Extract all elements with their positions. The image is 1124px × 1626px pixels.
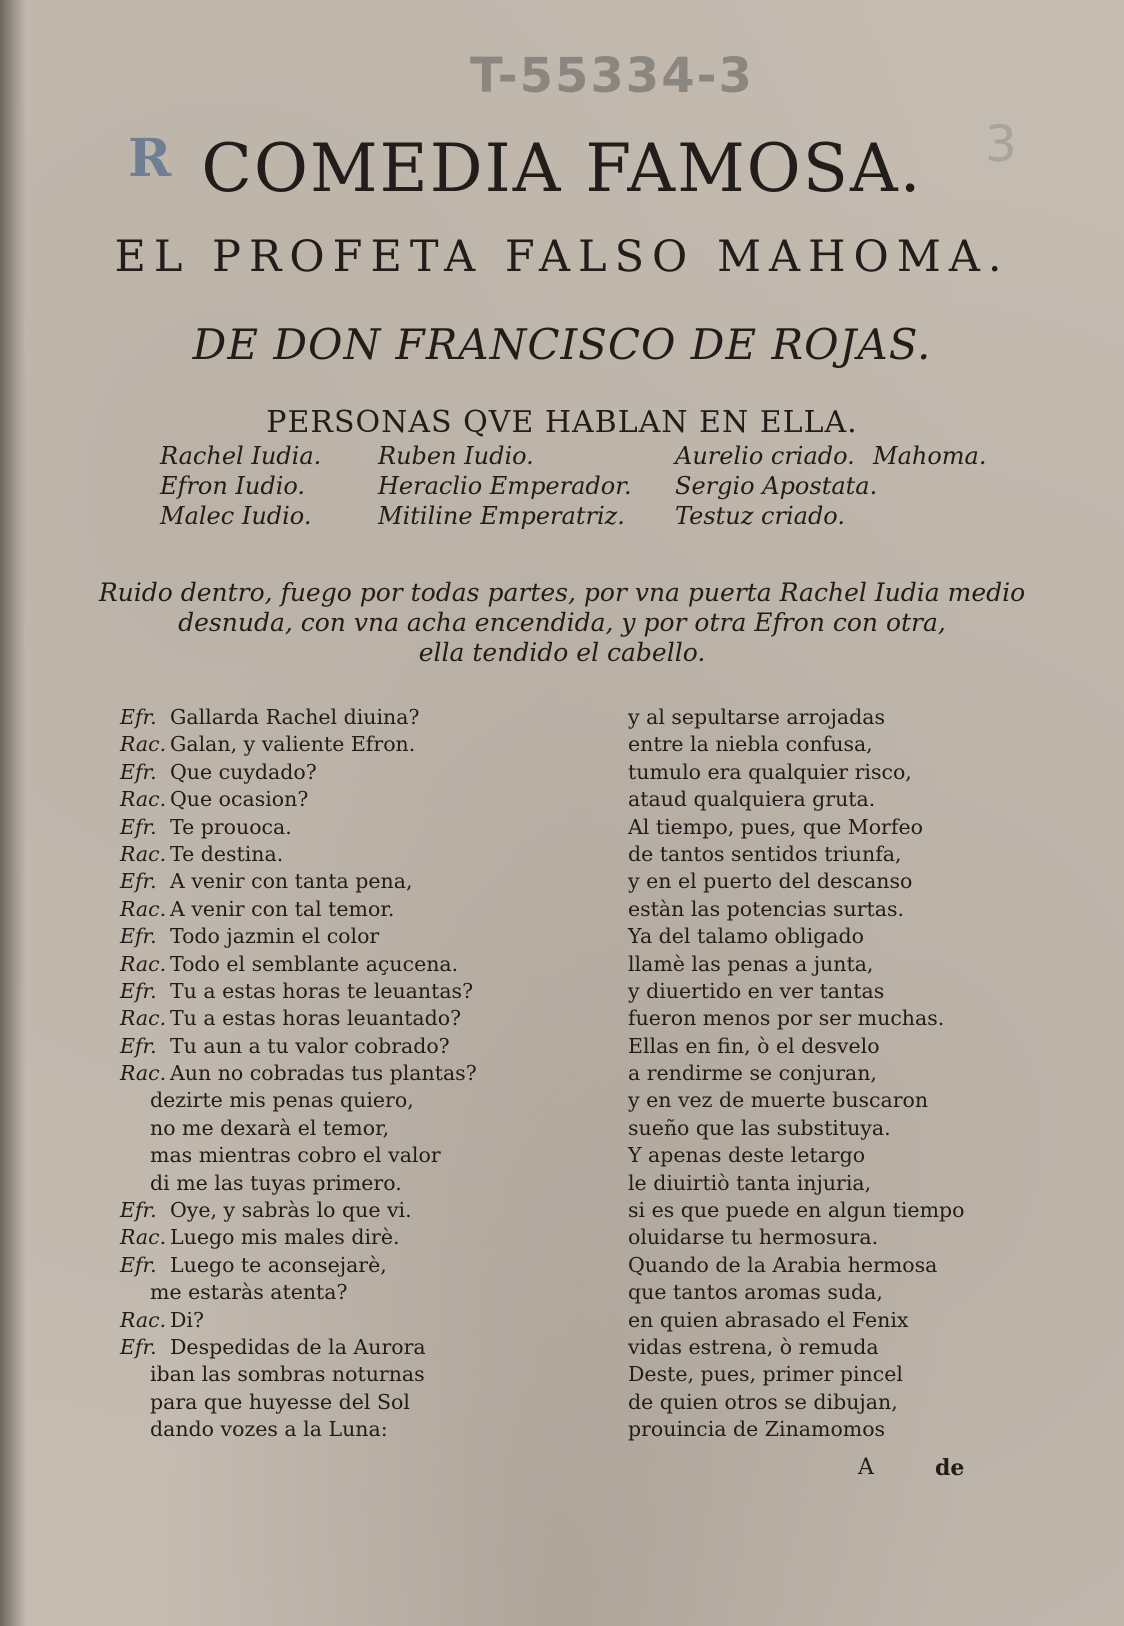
speaker-label: Rac. [120, 951, 167, 976]
verse-line: Al tiempo, pues, que Morfeo [628, 814, 923, 839]
verse-text: A venir con tanta pena, [170, 869, 413, 894]
persona: Mitiline Emperatriz. [378, 502, 625, 530]
persona: Heraclio Emperador. [378, 472, 632, 500]
verse-line [120, 1224, 580, 1251]
verse-line [120, 1033, 580, 1060]
page-title: COMEDIA FAMOSA. [201, 130, 923, 207]
stage-direction-line: ella tendido el cabello. [418, 638, 706, 667]
catchword: de [935, 1455, 965, 1481]
signature-mark: A [858, 1455, 874, 1480]
stage-direction-line: desnuda, con vna acha encendida, y por otra Efron con otra, [178, 608, 946, 637]
speaker-label: Rac. [120, 1061, 167, 1086]
speaker-label: Efr. [120, 759, 157, 784]
verse-line [120, 1170, 580, 1197]
speaker-label: Efr. [120, 869, 157, 894]
verse-line: estàn las potencias surtas. [628, 896, 904, 921]
verse-line: ataud qualquiera gruta. [628, 787, 876, 812]
verse-line: vidas estrena, ò remuda [628, 1334, 879, 1359]
persona: Ruben Iudio. [378, 442, 534, 470]
verse-line [120, 1416, 580, 1443]
verse-line: llamè las penas a junta, [628, 951, 874, 976]
verse-line [120, 1115, 580, 1142]
speaker-label: Rac. [120, 896, 167, 921]
right-text-column [628, 704, 1008, 1444]
verse-line: Quando de la Arabia hermosa [628, 1252, 938, 1277]
verse-text: Galan, y valiente Efron. [170, 732, 416, 757]
verse-text: di me las tuyas primero. [150, 1170, 402, 1195]
shelfmark: T-55334-3 [470, 48, 754, 104]
verse-line [120, 1279, 580, 1306]
verse-line: le diuirtiò tanta injuria, [628, 1170, 872, 1195]
speaker-label: Efr. [120, 924, 157, 949]
persona: Mahoma. [873, 442, 987, 470]
verse-line: que tantos aromas suda, [628, 1280, 883, 1305]
verse-text: Tu a estas horas leuantado? [170, 1006, 462, 1031]
verse-text: Te destina. [170, 841, 284, 866]
speaker-label: Rac. [120, 1307, 167, 1332]
verse-line [120, 951, 580, 978]
verse-text: Todo el semblante açucena. [170, 951, 459, 976]
verse-line: y en vez de muerte buscaron [628, 1088, 929, 1113]
speaker-label: Rac. [120, 1225, 167, 1250]
verse-text: iban las sombras noturnas [150, 1362, 425, 1387]
persona: Rachel Iudia. [160, 442, 322, 470]
verse-line: y al sepultarse arrojadas [628, 705, 885, 729]
margin-number: 3 [985, 115, 1017, 173]
verse-text: Aun no cobradas tus plantas? [170, 1061, 477, 1086]
speaker-label: Efr. [120, 814, 157, 839]
verse-line: oluidarse tu hermosura. [628, 1225, 879, 1250]
persona: Malec Iudio. [160, 502, 312, 530]
verse-text: Luego mis males dirè. [170, 1225, 400, 1250]
verse-line [120, 1060, 580, 1087]
verse-text: Que ocasion? [170, 787, 309, 812]
verse-text: Tu aun a tu valor cobrado? [170, 1033, 450, 1058]
persona: Testuz criado. [675, 502, 845, 530]
verse-line [120, 1142, 580, 1169]
verse-line [120, 814, 580, 841]
verse-line [120, 786, 580, 813]
library-stamp: R [128, 128, 172, 189]
verse-text: dando vozes a la Luna: [150, 1417, 388, 1442]
verse-line [120, 1197, 580, 1224]
verse-text: A venir con tal temor. [170, 896, 395, 921]
speaker-label: Rac. [120, 841, 167, 866]
speaker-label: Efr. [120, 1334, 157, 1359]
verse-line: de tantos sentidos triunfa, [628, 841, 902, 866]
verse-line: y diuertido en ver tantas [628, 978, 885, 1003]
verse-line: tumulo era qualquier risco, [628, 759, 912, 784]
verse-line [120, 1005, 580, 1032]
author-line: DE DON FRANCISCO DE ROJAS. [192, 320, 932, 369]
verse-text: Te prouoca. [170, 814, 292, 839]
verse-text: Luego te aconsejarè, [170, 1252, 387, 1277]
verse-line [120, 1334, 580, 1361]
verse-line [120, 1252, 580, 1279]
verse-line: sueño que las substituya. [628, 1115, 891, 1140]
speaker-label: Efr. [120, 978, 157, 1003]
speaker-label: Rac. [120, 1006, 167, 1031]
stage-direction [0, 578, 1124, 668]
verse-text: Que cuydado? [170, 759, 317, 784]
verse-line [120, 704, 580, 731]
verse-line: Deste, pues, primer pincel [628, 1362, 903, 1387]
verse-text: mas mientras cobro el valor [150, 1143, 441, 1168]
verse-line [120, 841, 580, 868]
verse-text: Despedidas de la Aurora [170, 1334, 426, 1359]
verse-line [120, 923, 580, 950]
verse-text: Oye, y sabràs lo que vi. [170, 1198, 412, 1223]
verse-text: Gallarda Rachel diuina? [170, 705, 420, 729]
verse-line [120, 978, 580, 1005]
verse-line [120, 731, 580, 758]
verse-line: fueron menos por ser muchas. [628, 1006, 945, 1031]
verse-line [120, 1361, 580, 1388]
verse-line: a rendirme se conjuran, [628, 1061, 877, 1086]
verse-text: no me dexarà el temor, [150, 1115, 390, 1140]
personas-list [160, 442, 1040, 542]
verse-line [120, 759, 580, 786]
play-title: EL PROFETA FALSO MAHOMA. [114, 232, 1010, 282]
verse-text: Todo jazmin el color [170, 924, 380, 949]
verse-text: Di? [170, 1307, 204, 1332]
verse-text: me estaràs atenta? [150, 1280, 348, 1305]
stage-direction-line: Ruido dentro, fuego por todas partes, por vna puerta Rachel Iudia medio [98, 578, 1026, 607]
verse-line: Ya del talamo obligado [628, 924, 864, 949]
speaker-label: Rac. [120, 732, 167, 757]
verse-text: Tu a estas horas te leuantas? [170, 978, 474, 1003]
left-text-column [120, 704, 580, 1444]
verse-line [120, 1307, 580, 1334]
verse-line: de quien otros se dibujan, [628, 1389, 898, 1414]
persona: Sergio Apostata. [675, 472, 878, 500]
speaker-label: Rac. [120, 787, 167, 812]
speaker-label: Efr. [120, 1033, 157, 1058]
verse-line: entre la niebla confusa, [628, 732, 873, 757]
verse-line: prouincia de Zinamomos [628, 1417, 886, 1442]
verse-line [120, 1389, 580, 1416]
speaker-label: Efr. [120, 1252, 157, 1277]
verse-line: Y apenas deste letargo [628, 1143, 866, 1168]
verse-line: Ellas en fin, ò el desvelo [628, 1033, 880, 1058]
persona: Efron Iudio. [160, 472, 306, 500]
verse-line [120, 1087, 580, 1114]
verse-line: en quien abrasado el Fenix [628, 1307, 909, 1332]
speaker-label: Efr. [120, 705, 157, 729]
verse-line [120, 868, 580, 895]
verse-line [120, 896, 580, 923]
verse-line: y en el puerto del descanso [628, 869, 913, 894]
verse-text: para que huyesse del Sol [150, 1389, 410, 1414]
personas-heading: PERSONAS QVE HABLAN EN ELLA. [266, 405, 858, 440]
speaker-label: Efr. [120, 1198, 157, 1223]
persona: Aurelio criado. [675, 442, 855, 470]
verse-text: dezirte mis penas quiero, [150, 1088, 414, 1113]
verse-line: si es que puede en algun tiempo [628, 1198, 965, 1223]
